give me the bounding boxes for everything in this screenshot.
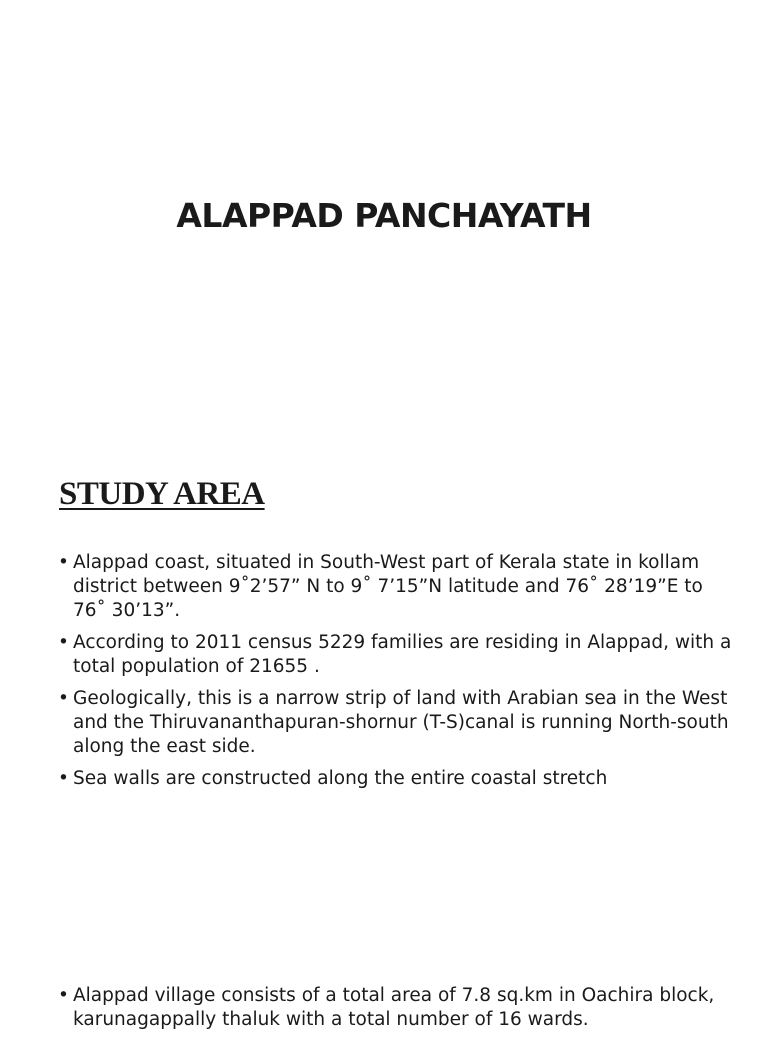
slide-title: ALAPPAD PANCHAYATH bbox=[176, 196, 592, 235]
bullet-list bbox=[58, 551, 738, 799]
list-item bbox=[58, 687, 738, 759]
bullet-text: Geologically, this is a narrow strip of land with Arabian sea in the West and the Thiruvananthapuran-shornur (T-S)canal is running North-south along the east side. bbox=[73, 688, 729, 757]
bullet-marker: • bbox=[58, 985, 69, 1006]
bullet-text: Alappad coast, situated in South-West part of Kerala state in kollam district between 9˚2’57” N to 9˚ 7’15”N latitude and 76˚ 28’19”E to 76˚ 30’13”. bbox=[73, 552, 703, 621]
bullet-marker: • bbox=[58, 552, 69, 573]
list-item bbox=[58, 984, 738, 1032]
bullet-text: Alappad village consists of a total area of 7.8 sq.km in Oachira block, karunagappally thaluk with a total number of 16 wards. bbox=[73, 985, 715, 1030]
list-item bbox=[58, 767, 738, 791]
bullet-marker: • bbox=[58, 688, 69, 709]
bullet-text: Sea walls are constructed along the entire coastal stretch bbox=[73, 768, 608, 789]
list-item bbox=[58, 551, 738, 623]
bullet-text: According to 2011 census 5229 families are residing in Alappad, with a total population of 21655 . bbox=[73, 632, 732, 677]
section-heading: STUDY AREA bbox=[59, 476, 265, 512]
bullet-list-continued bbox=[58, 984, 738, 1040]
bullet-marker: • bbox=[58, 632, 69, 653]
bullet-marker: • bbox=[58, 768, 69, 789]
list-item bbox=[58, 631, 738, 679]
